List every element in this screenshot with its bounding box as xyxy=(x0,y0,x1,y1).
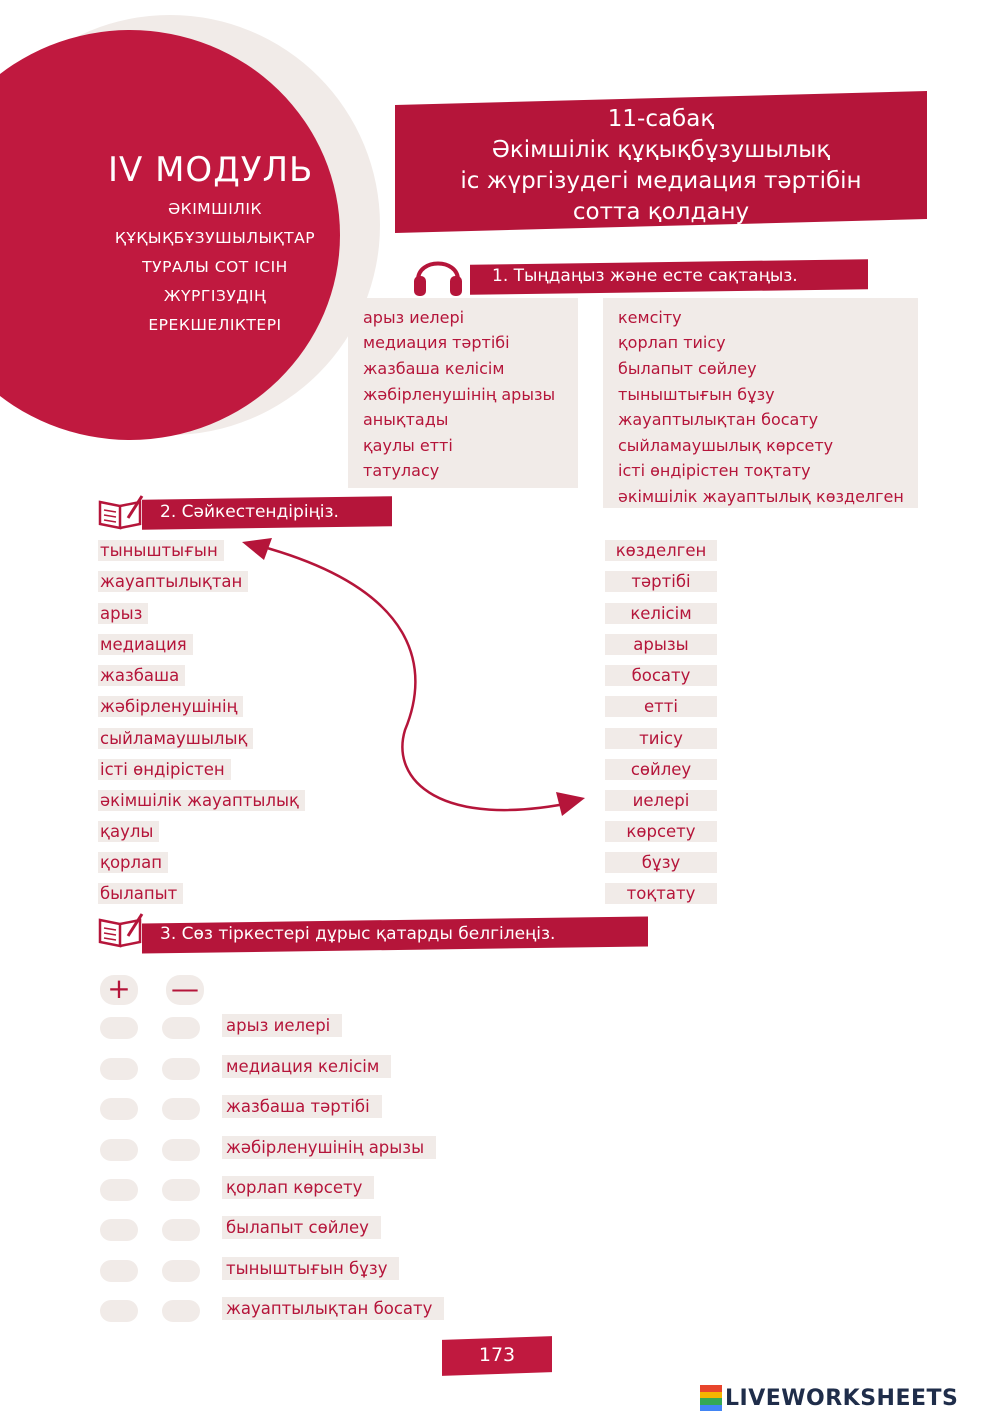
phrase-item: былапыт сөйлеу xyxy=(222,1216,381,1239)
match-left-item[interactable]: медиация xyxy=(98,634,193,655)
module-subtitle-line: ЖҮРГІЗУДІҢ xyxy=(163,287,267,305)
match-left-item[interactable]: жәбірленушінің xyxy=(98,696,243,717)
plus-option[interactable] xyxy=(100,1098,138,1120)
match-right-item[interactable]: иелері xyxy=(605,790,717,811)
match-right-item[interactable]: босату xyxy=(605,665,717,686)
vocab-word: анықтады xyxy=(363,410,449,429)
vocab-word: тыныштығын бұзу xyxy=(618,385,775,404)
module-title: IV МОДУЛЬ xyxy=(108,150,314,190)
match-left-item[interactable]: былапыт xyxy=(98,883,183,904)
match-left-item[interactable]: сыйламаушылық xyxy=(98,728,253,749)
vocab-word: әкімшілік жауаптылық көзделген xyxy=(618,487,904,506)
phrase-item: жәбірленушінің арызы xyxy=(222,1136,436,1159)
lesson-title xyxy=(395,104,927,228)
lesson-number: 11-сабақ xyxy=(607,106,715,132)
plus-option[interactable] xyxy=(100,1058,138,1080)
plus-option[interactable] xyxy=(100,1017,138,1039)
match-right-item[interactable]: көрсету xyxy=(605,821,717,842)
minus-option[interactable] xyxy=(162,1139,200,1161)
phrase-item: жауаптылықтан босату xyxy=(222,1297,444,1320)
module-subtitle-line: ЕРЕКШЕЛІКТЕРІ xyxy=(148,316,282,334)
section2-title: 2. Сәйкестендіріңіз. xyxy=(160,502,339,522)
lesson-title-line: сотта қолдану xyxy=(572,199,750,225)
section3-title: 3. Сөз тіркестері дұрыс қатарды белгілеңіз. xyxy=(160,924,556,944)
book-pencil-icon xyxy=(98,912,144,948)
vocab-word: татуласу xyxy=(363,461,440,480)
vocab-word: қаулы етті xyxy=(363,436,453,455)
vocab-word: жазбаша келісім xyxy=(363,359,505,378)
match-right-item[interactable]: тәртібі xyxy=(605,571,717,592)
vocab-word: жауаптылықтан босату xyxy=(618,410,819,429)
module-subtitle-line: ҚҰҚЫҚБҰЗУШЫЛЫҚТАР xyxy=(114,229,316,247)
phrase-item: жазбаша тәртібі xyxy=(222,1095,382,1118)
match-right-item[interactable]: көзделген xyxy=(605,540,717,561)
match-left-item[interactable]: жауаптылықтан xyxy=(98,571,248,592)
phrase-item: тыныштығын бұзу xyxy=(222,1257,399,1280)
plus-option[interactable] xyxy=(100,1260,138,1282)
module-subtitle xyxy=(85,195,345,340)
minus-option[interactable] xyxy=(162,1017,200,1039)
book-pencil-icon xyxy=(98,494,144,530)
plus-option[interactable] xyxy=(100,1219,138,1241)
match-right-item[interactable]: арызы xyxy=(605,634,717,655)
vocab-word: істі өндірістен тоқтату xyxy=(618,461,811,480)
plus-option[interactable] xyxy=(100,1139,138,1161)
match-right-item[interactable]: етті xyxy=(605,696,717,717)
match-right-item[interactable]: сөйлеу xyxy=(605,759,717,780)
match-left-item[interactable]: қорлап xyxy=(98,852,168,873)
minus-option[interactable] xyxy=(162,1219,200,1241)
vocab-word: кемсіту xyxy=(618,308,682,327)
vocab-word: қорлап тиісу xyxy=(618,333,726,352)
liveworksheets-badge-icon xyxy=(700,1385,722,1411)
match-left-item[interactable]: тыныштығын xyxy=(98,540,224,561)
minus-option[interactable] xyxy=(162,1058,200,1080)
match-left-item[interactable]: қаулы xyxy=(98,821,159,842)
phrase-item: арыз иелері xyxy=(222,1014,342,1037)
vocab-word: арыз иелері xyxy=(363,308,465,327)
vocab-word: былапыт сөйлеу xyxy=(618,359,757,378)
minus-option[interactable] xyxy=(162,1300,200,1322)
headphones-icon[interactable] xyxy=(412,250,464,298)
section1-title: 1. Тыңдаңыз және есте сақтаңыз. xyxy=(492,266,798,286)
vocab-word: медиация тәртібі xyxy=(363,333,510,352)
lesson-title-line: іс жүргізудегі медиация тәртібін xyxy=(460,168,862,194)
minus-option[interactable] xyxy=(162,1098,200,1120)
minus-option[interactable] xyxy=(162,1260,200,1282)
phrase-item: медиация келісім xyxy=(222,1055,391,1078)
module-subtitle-line: ТУРАЛЫ СОТ ІСІН xyxy=(142,258,288,276)
plus-option[interactable] xyxy=(100,1179,138,1201)
liveworksheets-logo xyxy=(700,1383,958,1413)
match-left-item[interactable]: әкімшілік жауаптылық xyxy=(98,790,305,811)
match-left-item[interactable]: жазбаша xyxy=(98,665,185,686)
liveworksheets-wordmark: LIVEWORKSHEETS xyxy=(725,1385,959,1411)
match-left-item[interactable]: істі өндірістен xyxy=(98,759,231,780)
lesson-title-line: Әкімшілік құқықбұзушылық xyxy=(491,137,831,163)
minus-column-icon: — xyxy=(166,975,204,1005)
match-right-item[interactable]: келісім xyxy=(605,603,717,624)
match-right-item[interactable]: тоқтату xyxy=(605,883,717,904)
match-right-item[interactable]: тиісу xyxy=(605,728,717,749)
page-number: 173 xyxy=(478,1344,516,1366)
vocab-word: жәбірленушінің арызы xyxy=(363,385,556,404)
match-right-item[interactable]: бұзу xyxy=(605,852,717,873)
phrase-item: қорлап көрсету xyxy=(222,1176,374,1199)
minus-option[interactable] xyxy=(162,1179,200,1201)
example-match-arrow xyxy=(230,530,600,830)
match-left-item[interactable]: арыз xyxy=(98,603,148,624)
vocab-word: сыйламаушылық көрсету xyxy=(618,436,834,455)
module-subtitle-line: ӘКІМШІЛІК xyxy=(167,200,263,218)
plus-column-icon: + xyxy=(100,975,138,1005)
plus-option[interactable] xyxy=(100,1300,138,1322)
